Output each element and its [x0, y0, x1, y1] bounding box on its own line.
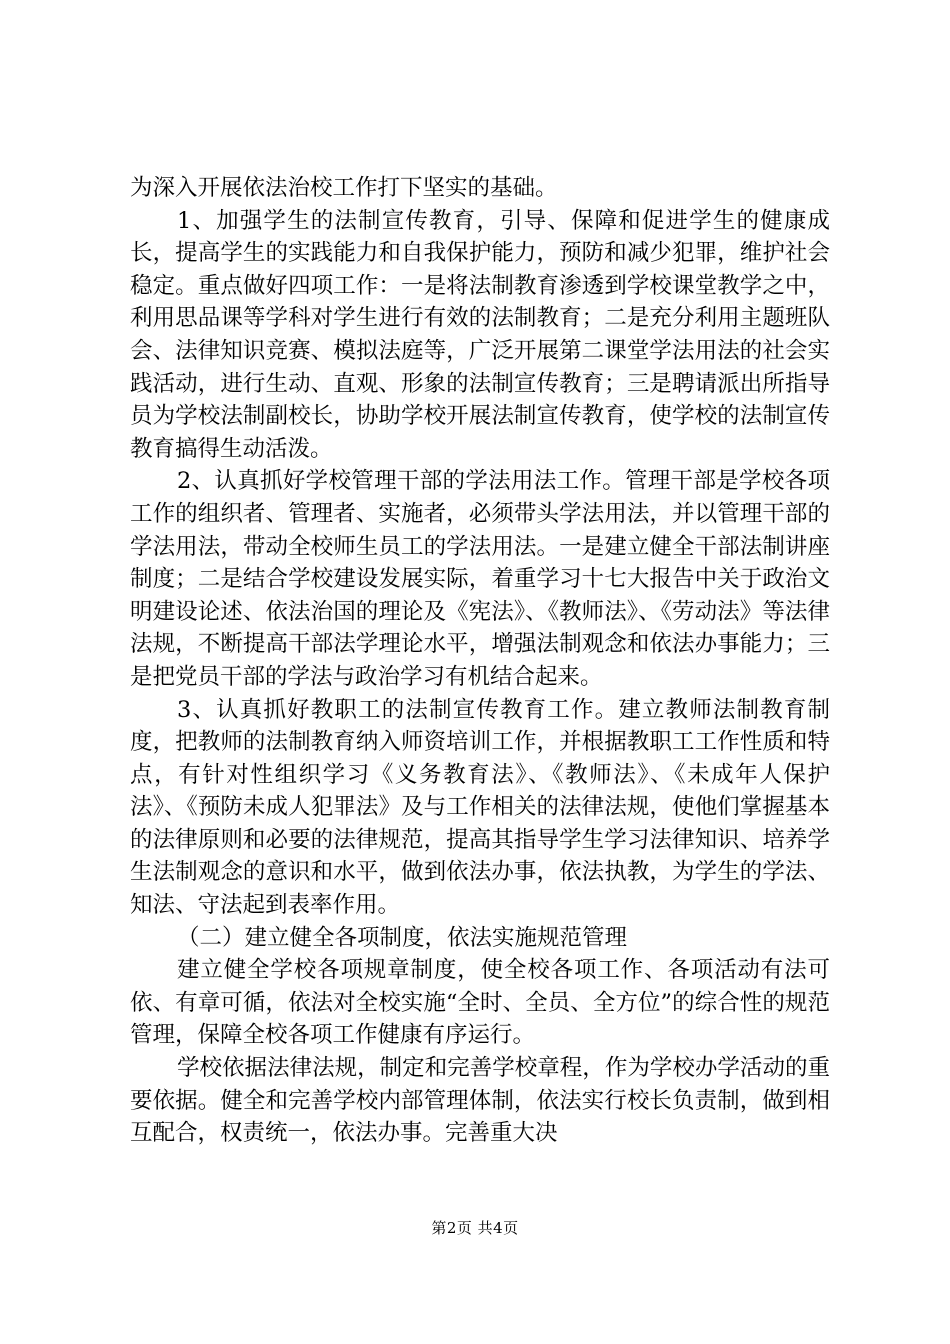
paragraph-item-3: 3、认真抓好教职工的法制宣传教育工作。建立教师法制教育制度，把教师的法制教育纳入师资培训工作，并根据教职工工作性质和特点，有针对性组织学习《义务教育法》、《教师法》、《未成年人保护法》、《预防未成人犯罪法》及与工作相关的法律法规，使他们掌握基本的法律原则和必要的法律规范，提高其指导学生学习法律知识、培养学生法制观念的意识和水平，做到依法办事，依法执教，为学生的学法、知法、守法起到表率作用。 — [130, 696, 830, 919]
paragraph-continuation: 为深入开展依法治校工作打下坚实的基础。 — [130, 175, 558, 201]
paragraph-item-1: 1、加强学生的法制宣传教育，引导、保障和促进学生的健康成长，提高学生的实践能力和自我保护能力，预防和减少犯罪，维护社会稳定。重点做好四项工作：一是将法制教育渗透到学校课堂教学之中，利用思品课等学科对学生进行有效的法制教育；二是充分利用主题班队会、法律知识竞赛、模拟法庭等，广泛开展第二课堂学法用法的社会实践活动，进行生动、直观、形象的法制宣传教育；三是聘请派出所指导员为学校法制副校长，协助学校开展法制宣传教育，使学校的法制宣传教育搞得生动活泼。 — [130, 207, 830, 462]
page-footer: 第2页 共4页 — [431, 1219, 519, 1237]
paragraph-rules: 建立健全学校各项规章制度，使全校各项工作、各项活动有法可依、有章可循，依法对全校实施“全时、全员、全方位”的综合性的规范管理，保障全校各项工作健康有序运行。 — [130, 957, 830, 1049]
paragraph-item-2: 2、认真抓好学校管理干部的学法用法工作。管理干部是学校各项工作的组织者、管理者、实施者，必须带头学法用法，并以管理干部的学法用法，带动全校师生员工的学法用法。一是建立健全干部法制讲座制度；二是结合学校建设发展实际，着重学习十七大报告中关于政治文明建设论述、依法治国的理论及《宪法》、《教师法》、《劳动法》等法律法规，不断提高干部法学理论水平，增强法制观念和依法办事能力；三是把党员干部的学法与政治学习有机结合起来。 — [130, 468, 830, 690]
paragraph-charter: 学校依据法律法规，制定和完善学校章程，作为学校办学活动的重要依据。健全和完善学校内部管理体制，依法实行校长负责制，做到相互配合，权责统一，依法办事。完善重大决 — [130, 1055, 830, 1147]
document-body — [130, 172, 830, 1150]
section-heading: （二）建立健全各项制度，依法实施规范管理 — [177, 924, 628, 951]
